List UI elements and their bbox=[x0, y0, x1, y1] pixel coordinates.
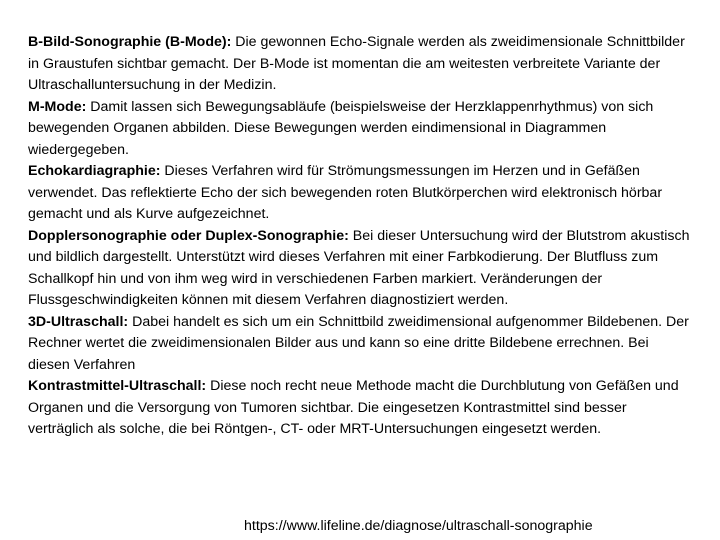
entry-dopplersonographie bbox=[28, 226, 694, 312]
entry-term: Kontrastmittel-Ultraschall: bbox=[28, 378, 207, 394]
document-body bbox=[28, 32, 694, 441]
entry-b-mode bbox=[28, 32, 694, 97]
entry-text: Die gewonnen Echo-Signale werden als zweidimensionale Schnittbilder in Graustufen sichtbar gemacht. Der B-Mode ist momentan die am weitesten verbreitete Variante der Ultraschalluntersuchung in der Medizin. bbox=[28, 34, 685, 93]
entry-term: Echokardiagraphie: bbox=[28, 163, 161, 179]
source-url: https://www.lifeline.de/diagnose/ultraschall-sonographie bbox=[244, 518, 593, 534]
entry-text: Dabei handelt es sich um ein Schnittbild zweidimensional aufgenommer Bildebenen. Der Rechner wertet die zweidimensionalen Bilder aus und kann so eine dritte Bildebene errechnen. Bei diesen Verfahren bbox=[28, 313, 689, 373]
entry-text: Diese noch recht neue Methode macht die Durchblutung von Gefäßen und Organen und die Versorgung von Tumoren sichtbar. Die eingesetzen Kontrastmittel sind besser verträglich als solche, die bei Röntgen-, CT- oder MRT-Untersuchungen eingesetzt werden. bbox=[28, 378, 679, 437]
entry-text: Dieses Verfahren wird für Strömungsmessungen im Herzen und in Gefäßen verwendet. Das reflektierte Echo der sich bewegenden roten Blutkörperchen wird elektronisch hörbar gemacht und als Kurve aufgezeichnet. bbox=[28, 163, 663, 222]
entry-m-mode bbox=[28, 97, 694, 162]
entry-term: Dopplersonographie oder Duplex-Sonographie: bbox=[28, 227, 349, 244]
entry-term: B-Bild-Sonographie (B-Mode): bbox=[28, 34, 232, 50]
entry-kontrastmittel bbox=[28, 376, 694, 441]
entry-text: Damit lassen sich Bewegungsabläufe (beispielsweise der Herzklappenrhythmus) von sich bewegenden Organen abbilden. Diese Bewegungen werden eindimensional in Diagrammen wiedergegeben. bbox=[28, 98, 654, 158]
entry-3d-ultraschall bbox=[28, 312, 694, 377]
entry-text: Bei dieser Untersuchung wird der Blutstrom akustisch und bildlich dargestellt. Unterstützt wird dieses Verfahren mit einer Farbkodierung. Der Blutfluss zum Schallkopf hin und von ihm weg wird in verschiedenen Farben markiert. Veränderungen der Flussgeschwindigkeiten können mit diesem Verfahren diagnostiziert werden. bbox=[28, 227, 690, 308]
entry-echokardiagraphie bbox=[28, 161, 694, 226]
entry-term: M-Mode: bbox=[28, 98, 87, 115]
entry-term: 3D-Ultraschall: bbox=[28, 313, 129, 330]
